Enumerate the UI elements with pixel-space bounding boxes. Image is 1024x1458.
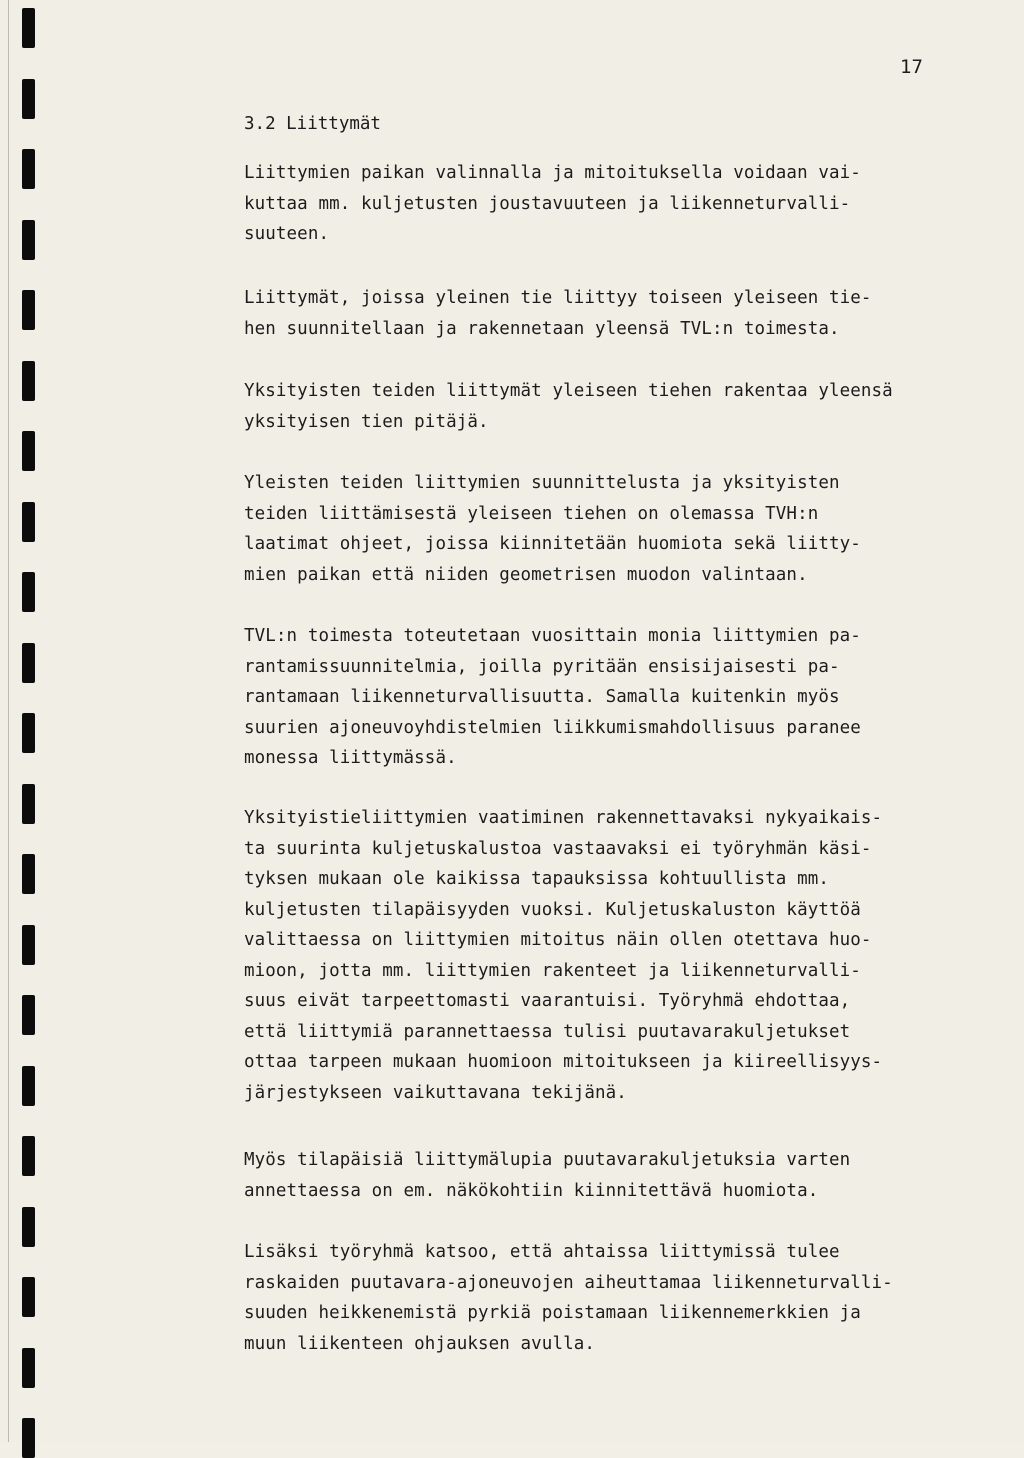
text-line: suuden heikkenemistä pyrkiä poistamaan liikennemerkkien ja (244, 1303, 861, 1323)
text-line: laatimat ohjeet, joissa kiinnitetään huomiota sekä liitty- (244, 534, 861, 554)
text-line: Liittymät, joissa yleinen tie liittyy toiseen yleiseen tie- (244, 288, 872, 308)
text-line: Yksityistieliittymien vaatiminen rakennettavaksi nykyaikais- (244, 808, 883, 828)
binding-hole (22, 8, 35, 48)
text-line: valittaessa on liittymien mitoitus näin ollen otettava huo- (244, 930, 872, 950)
paragraph (244, 468, 861, 590)
text-line: teiden liittämisestä yleiseen tiehen on olemassa TVH:n (244, 503, 819, 524)
binding-hole (22, 643, 35, 683)
binding-hole (22, 220, 35, 260)
text-line: Yksityisten teiden liittymät yleiseen tiehen rakentaa yleensä (244, 381, 893, 401)
text-line: mien paikan että niiden geometrisen muodon valintaan. (244, 564, 808, 585)
text-line: tyksen mukaan ole kaikissa tapauksissa kohtuullista mm. (244, 869, 829, 889)
binding-hole (22, 361, 35, 401)
binding-hole (22, 1136, 35, 1176)
binding-hole (22, 572, 35, 612)
text-line: ottaa tarpeen mukaan huomioon mitoitukseen ja kiireellisyys- (244, 1052, 883, 1072)
binding-hole (22, 1207, 35, 1247)
binding-hole (22, 925, 35, 965)
text-line: suus eivät tarpeettomasti vaarantuisi. Työryhmä ehdottaa, (244, 991, 851, 1011)
text-line: TVL:n toimesta toteutetaan vuosittain monia liittymien pa- (244, 626, 861, 646)
binding-hole (22, 713, 35, 753)
binding-hole (22, 1277, 35, 1317)
text-line: Lisäksi työryhmä katsoo, että ahtaissa liittymissä tulee (244, 1242, 840, 1262)
text-line: Liittymien paikan valinnalla ja mitoituksella voidaan vai- (244, 163, 861, 183)
paragraph (244, 376, 893, 437)
text-line: ta suurinta kuljetuskalustoa vastaavaksi ei työryhmän käsi- (244, 838, 872, 859)
text-line: Myös tilapäisiä liittymälupia puutavarakuljetuksia varten (244, 1150, 851, 1170)
text-line: suurien ajoneuvoyhdistelmien liikkumismahdollisuus paranee (244, 717, 861, 738)
text-line: mioon, jotta mm. liittymien rakenteet ja liikenneturvalli- (244, 960, 861, 981)
text-line: että liittymiä parannettaessa tulisi puutavarakuljetukset (244, 1021, 851, 1042)
binding-hole (22, 1348, 35, 1388)
text-line: rantamaan liikenneturvallisuutta. Samalla kuitenkin myös (244, 687, 840, 707)
binding-hole (22, 995, 35, 1035)
binding-hole (22, 1066, 35, 1106)
binding-hole (22, 290, 35, 330)
text-line: raskaiden puutavara-ajoneuvojen aiheuttamaa liikenneturvalli- (244, 1272, 893, 1293)
binding-hole (22, 784, 35, 824)
binding-hole (22, 502, 35, 542)
text-line: Yleisten teiden liittymien suunnittelusta ja yksityisten (244, 473, 840, 493)
binding-strip (0, 0, 48, 1442)
paragraph (244, 621, 861, 774)
page-edge-line (8, 0, 9, 1442)
page-number: 17 (900, 56, 923, 78)
text-line: annettaessa on em. näkökohtiin kiinnitettävä huomiota. (244, 1180, 819, 1201)
text-line: hen suunnitellaan ja rakennetaan yleensä TVL:n toimesta. (244, 318, 840, 339)
binding-hole (22, 431, 35, 471)
binding-hole (22, 149, 35, 189)
paragraph (244, 803, 882, 1108)
paragraph (244, 1237, 893, 1359)
section-title: 3.2 Liittymät (244, 114, 381, 134)
binding-hole (22, 854, 35, 894)
text-line: kuttaa mm. kuljetusten joustavuuteen ja liikenneturvalli- (244, 193, 851, 214)
text-line: yksityisen tien pitäjä. (244, 411, 489, 432)
text-line: järjestykseen vaikuttavana tekijänä. (244, 1082, 627, 1103)
text-line: kuljetusten tilapäisyyden vuoksi. Kuljetuskaluston käyttöä (244, 899, 861, 920)
text-line: rantamissuunnitelmia, joilla pyritään ensisijaisesti pa- (244, 656, 840, 677)
text-line: muun liikenteen ohjauksen avulla. (244, 1333, 595, 1354)
paragraph (244, 283, 872, 344)
paragraph (244, 158, 861, 250)
text-line: monessa liittymässä. (244, 748, 457, 768)
paragraph (244, 1145, 850, 1206)
text-line: suuteen. (244, 224, 330, 244)
binding-hole (22, 79, 35, 119)
binding-hole (22, 1418, 35, 1458)
